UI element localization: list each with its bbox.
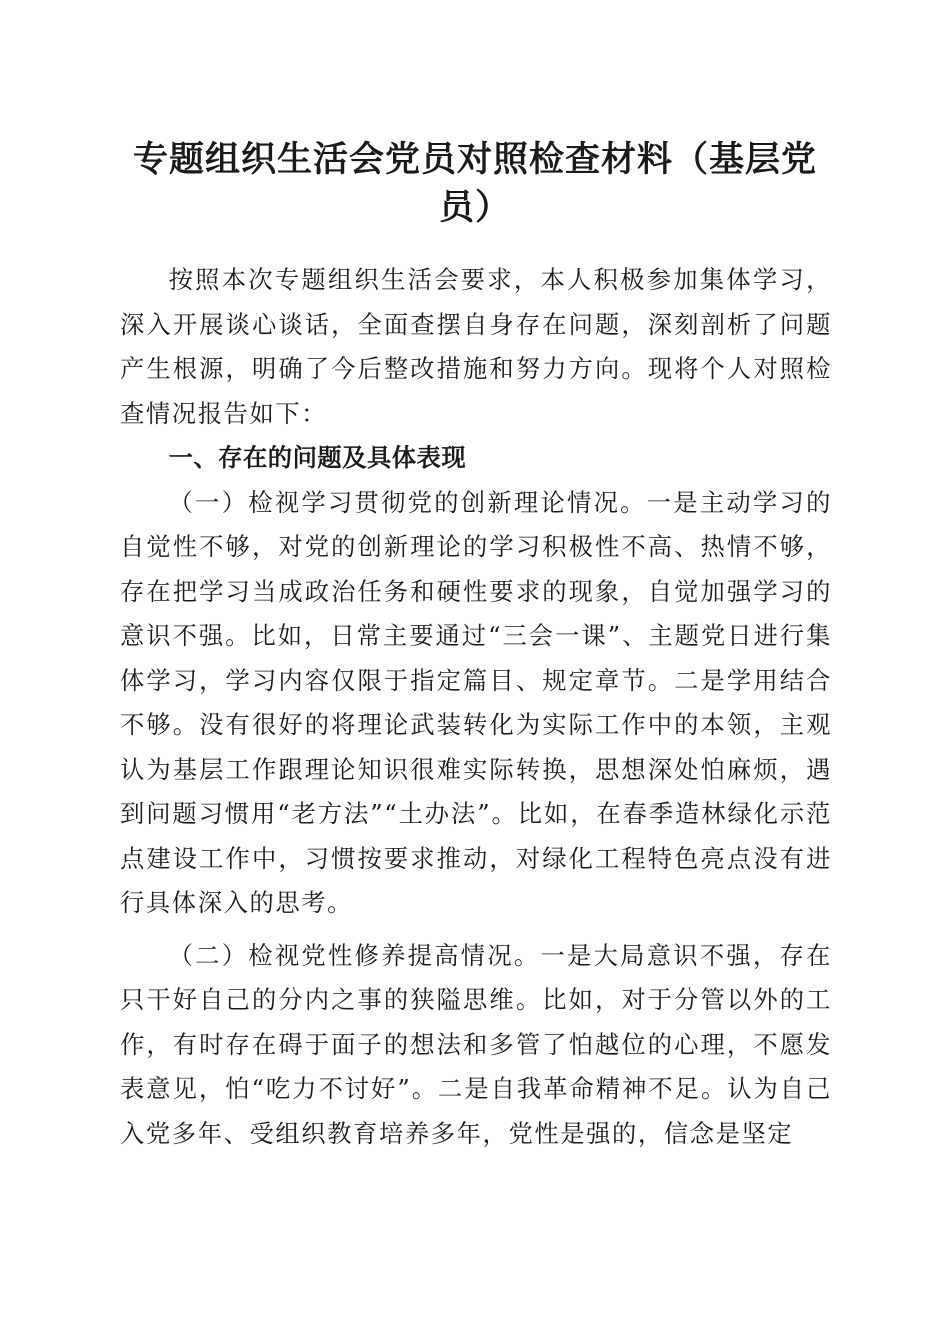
section-heading: 一、存在的问题及具体表现 (168, 443, 467, 472)
subsection-paragraph-2: （二）检视党性修养提高情况。一是大局意识不强，存在只干好自己的分内之事的狭隘思维。比如，对于分管以外的工作，有时存在碍于面子的想法和多管了怕越位的心理，不愿发表意见，怕“吃力不讨好”。二是自我革命精神不足。认为自己入党多年、受组织教育培养多年，党性是强的，信念是坚定 (120, 940, 832, 1148)
subsection-paragraph-1: （一）检视学习贯彻党的创新理论情况。一是主动学习的自觉性不够，对党的创新理论的学习积极性不高、热情不够，存在把学习当成政治任务和硬性要求的现象，自觉加强学习的意识不强。比如，日常主要通过“三会一课”、主题党日进行集体学习，学习内容仅限于指定篇目、规定章节。二是学用结合不够。没有很好的将理论武装转化为实际工作中的本领，主观认为基层工作跟理论知识很难实际转换，思想深处怕麻烦，遇到问题习惯用“老方法”“土办法”。比如，在春季造林绿化示范点建设工作中，习惯按要求推动，对绿化工程特色亮点没有进行具体深入的思考。 (120, 487, 832, 917)
document-title: 专题组织生活会党员对照检查材料（基层党员） (132, 139, 817, 228)
document-body (120, 258, 832, 1156)
intro-paragraph: 按照本次专题组织生活会要求，本人积极参加集体学习，深入开展谈心谈话，全面查摆自身存在问题，深刻剖析了问题产生根源，明确了今后整改措施和努力方向。现将个人对照检查情况报告如下： (120, 265, 832, 428)
